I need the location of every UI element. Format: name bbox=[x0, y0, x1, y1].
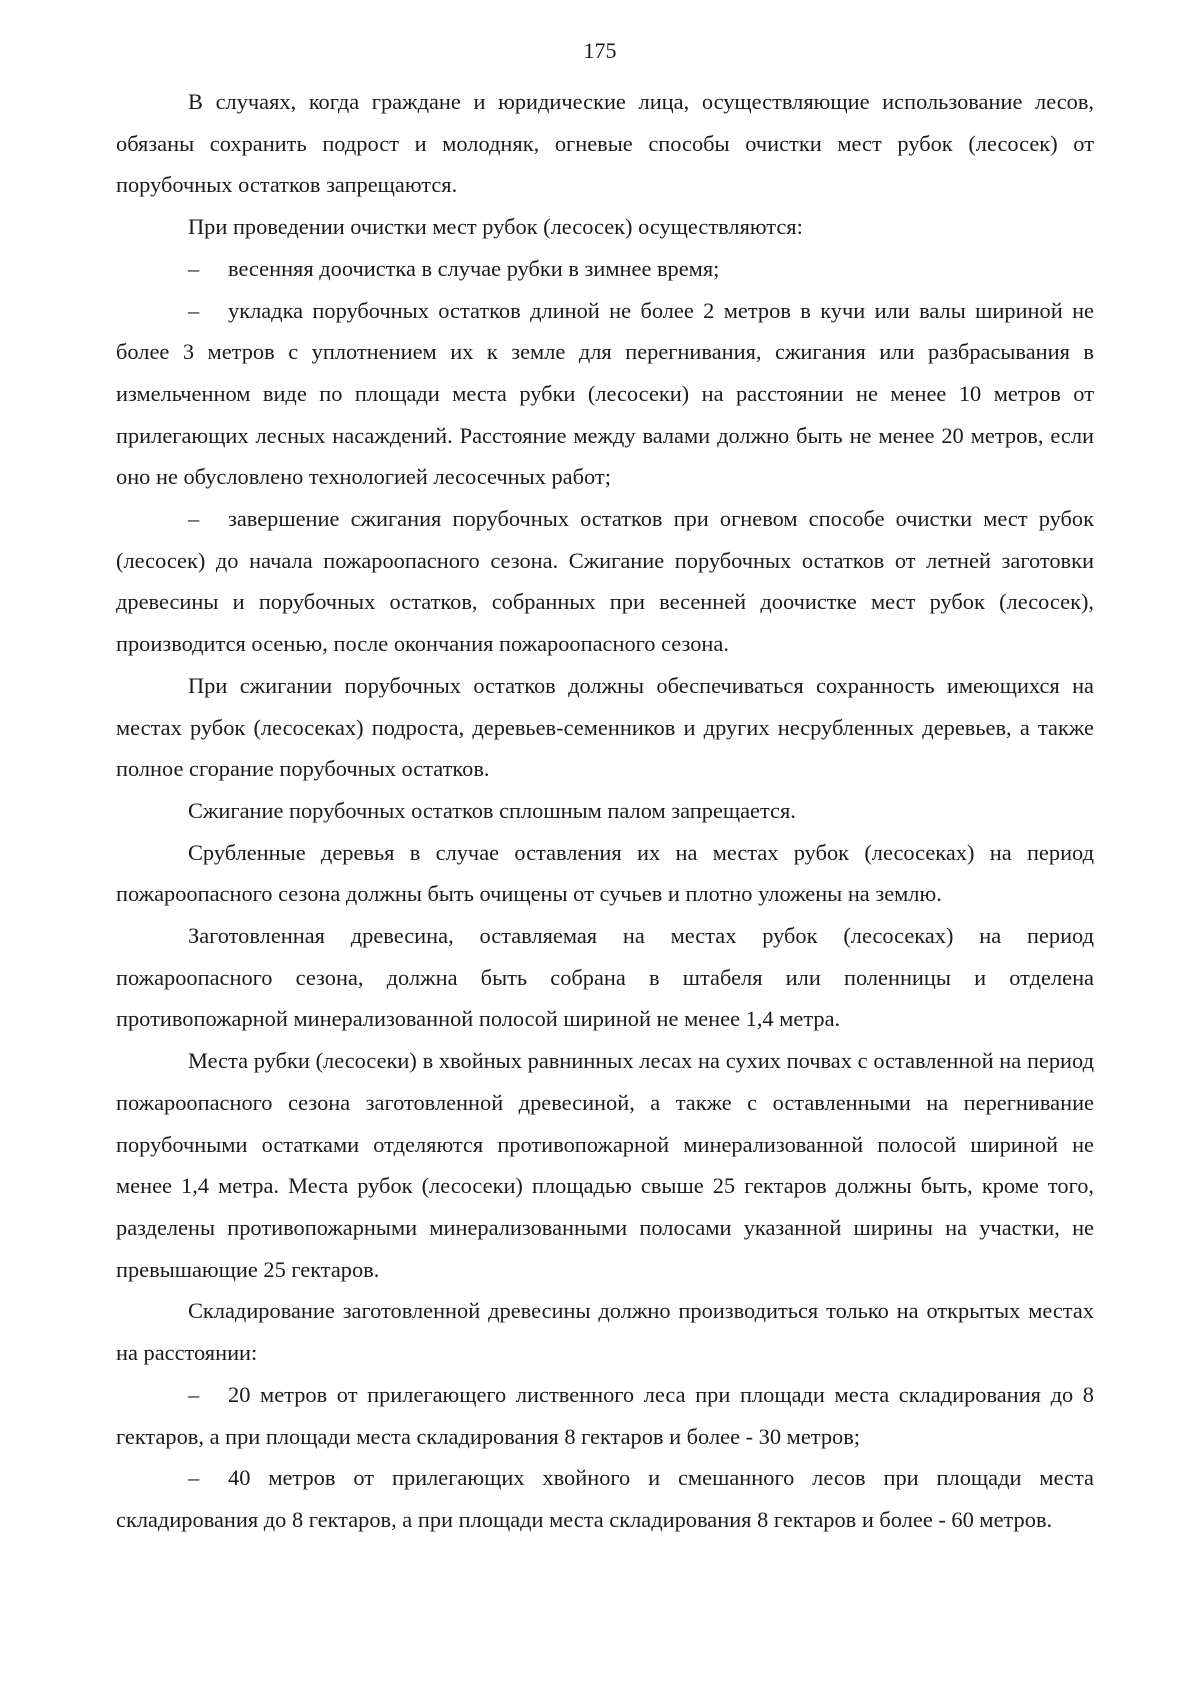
document-body bbox=[116, 81, 1094, 1541]
list-item-4 bbox=[116, 1374, 1094, 1457]
paragraph-5: Срубленные деревья в случае оставления их на местах рубок (лесосеках) на период пожароопасного сезона должны быть очищены от сучьев и плотно уложены на землю. bbox=[116, 839, 1094, 907]
list-item-3 bbox=[116, 498, 1094, 665]
paragraph-2: При проведении очистки мест рубок (лесосек) осуществляются: bbox=[188, 214, 803, 240]
list-dash: – bbox=[188, 1465, 200, 1491]
list-item-text: 20 метров от прилегающего лиственного леса при площади места складирования до 8 гектаров, а при площади места складирования 8 гектаров и более - 30 метров; bbox=[116, 1381, 1094, 1449]
list-dash: – bbox=[188, 506, 200, 532]
list-dash: – bbox=[188, 297, 200, 323]
list-item-text: 40 метров от прилегающих хвойного и смешанного лесов при площади места складирования до 8 гектаров, а при площади места складирования 8 гектаров и более - 60 метров. bbox=[116, 1465, 1094, 1532]
list-dash: – bbox=[188, 1381, 200, 1407]
list-dash: – bbox=[188, 255, 200, 281]
paragraph-3: При сжигании порубочных остатков должны обеспечиваться сохранность имеющихся на местах рубок (лесосеках) подроста, деревьев-семенников и других несрубленных деревьев, а также полное сгорание порубочных остатков. bbox=[116, 672, 1094, 782]
page-number: 175 bbox=[583, 38, 617, 63]
list-item-2 bbox=[116, 290, 1094, 499]
paragraph-8: Складирование заготовленной древесины должно производиться только на открытых местах на расстоянии: bbox=[116, 1298, 1094, 1366]
list-item-text: весенняя доочистка в случае рубки в зимнее время; bbox=[228, 255, 720, 281]
list-item-1 bbox=[116, 248, 1094, 290]
paragraph-4: Сжигание порубочных остатков сплошным палом запрещается. bbox=[188, 797, 796, 823]
list-item-text: завершение сжигания порубочных остатков при огневом способе очистки мест рубок (лесосек) до начала пожароопасного сезона. Сжигание порубочных остатков от летней заготовки древесины и порубочных остатков, собранных при весенней доочистке мест рубок (лесосек), производится осенью, после окончания пожароопасного сезона. bbox=[116, 506, 1094, 657]
list-item-5 bbox=[116, 1457, 1094, 1540]
paragraph-7: Места рубки (лесосеки) в хвойных равнинных лесах на сухих почвах с оставленной на период пожароопасного сезона заготовленной древесиной, а также с оставленными на перегнивание порубочными остатками отделяются противопожарной минерализованной полосой шириной не менее 1,4 метра. Места рубок (лесосеки) площадью свыше 25 гектаров должны быть, кроме того, разделены противопожарными минерализованными полосами указанной ширины на участки, не превышающие 25 гектаров. bbox=[116, 1048, 1094, 1282]
paragraph-6: Заготовленная древесина, оставляемая на местах рубок (лесосеках) на период пожароопасного сезона, должна быть собрана в штабеля или поленницы и отделена противопожарной минерализованной полосой шириной не менее 1,4 метра. bbox=[116, 923, 1094, 1032]
paragraph-1: В случаях, когда граждане и юридические лица, осуществляющие использование лесов, обязаны сохранить подрост и молодняк, огневые способы очистки мест рубок (лесосек) от порубочных остатков запрещаются. bbox=[116, 89, 1094, 198]
list-item-text: укладка порубочных остатков длиной не более 2 метров в кучи или валы шириной не более 3 метров с уплотнением их к земле для перегнивания, сжигания или разбрасывания в измельченном виде по площади места рубки (лесосеки) на расстоянии не менее 10 метров от прилегающих лесных насаждений. Расстояние между валами должно быть не менее 20 метров, если оно не обусловлено технологией лесосечных работ; bbox=[116, 297, 1094, 490]
